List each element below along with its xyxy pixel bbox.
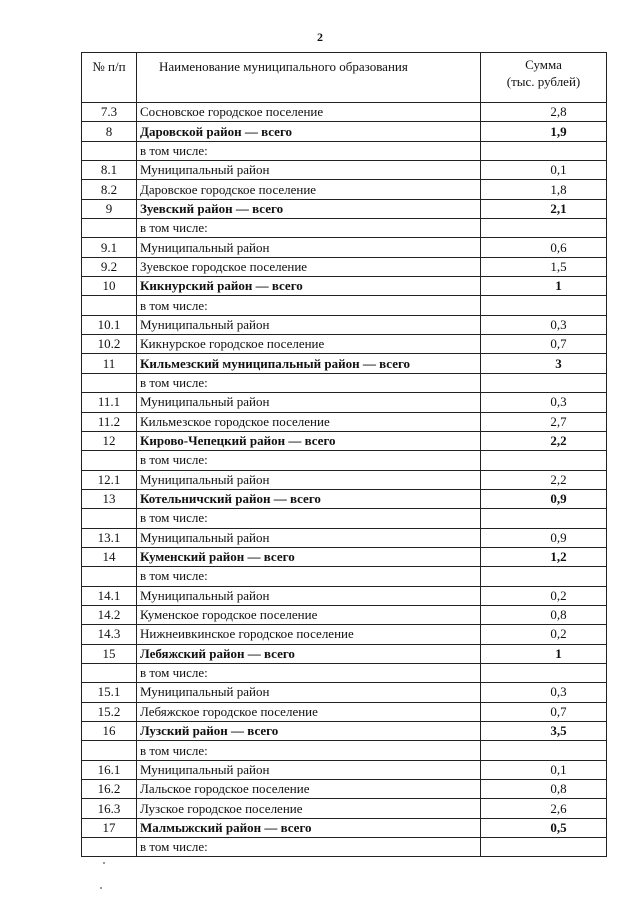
table-row <box>82 528 607 547</box>
row-name-cell: Лальское городское поселение <box>137 780 481 799</box>
row-name-cell: Лебяжское городское поселение <box>137 702 481 721</box>
row-number-cell <box>82 451 137 470</box>
row-sum-cell: 3 <box>481 354 607 373</box>
row-name-cell: Кикнурский район — всего <box>137 277 481 296</box>
row-sum-cell: 0,9 <box>481 489 607 508</box>
row-name-cell: Муниципальный район <box>137 528 481 547</box>
row-sum-cell: 0,3 <box>481 683 607 702</box>
row-sum-cell: 0,7 <box>481 335 607 354</box>
column-header-name: Наименование муниципального образования <box>137 53 481 103</box>
row-number-cell: 14.1 <box>82 586 137 605</box>
table-row <box>82 199 607 218</box>
row-number-cell: 12 <box>82 431 137 450</box>
row-sum-cell: 2,7 <box>481 412 607 431</box>
row-name-cell: Лузский район — всего <box>137 722 481 741</box>
row-sum-cell: 0,8 <box>481 780 607 799</box>
table-row <box>82 354 607 373</box>
row-name-cell: Муниципальный район <box>137 586 481 605</box>
row-sum-cell <box>481 296 607 315</box>
row-name-cell: Даровское городское поселение <box>137 180 481 199</box>
row-name-cell: Муниципальный район <box>137 315 481 334</box>
row-name-cell: Муниципальный район <box>137 760 481 779</box>
row-name-cell: Куменский район — всего <box>137 547 481 566</box>
row-name-cell: в том числе: <box>137 141 481 160</box>
row-number-cell: 16.2 <box>82 780 137 799</box>
row-number-cell: 10.2 <box>82 335 137 354</box>
row-number-cell: 15 <box>82 644 137 663</box>
row-number-cell: 13.1 <box>82 528 137 547</box>
row-name-cell: Муниципальный район <box>137 161 481 180</box>
row-name-cell: Зуевский район — всего <box>137 199 481 218</box>
row-number-cell <box>82 373 137 392</box>
row-name-cell: в том числе: <box>137 567 481 586</box>
row-number-cell <box>82 663 137 682</box>
row-name-cell: в том числе: <box>137 663 481 682</box>
column-header-sum <box>481 53 607 103</box>
row-sum-cell <box>481 141 607 160</box>
row-sum-cell: 0,2 <box>481 586 607 605</box>
row-sum-cell: 2,2 <box>481 431 607 450</box>
table-row <box>82 296 607 315</box>
table-row <box>82 838 607 857</box>
row-name-cell: Даровской район — всего <box>137 122 481 141</box>
row-number-cell: 13 <box>82 489 137 508</box>
row-number-cell <box>82 296 137 315</box>
row-number-cell: 16.3 <box>82 799 137 818</box>
row-sum-cell: 1 <box>481 644 607 663</box>
row-name-cell: Кильмезский муниципальный район — всего <box>137 354 481 373</box>
row-sum-cell: 1,5 <box>481 257 607 276</box>
row-name-cell: в том числе: <box>137 219 481 238</box>
row-name-cell: в том числе: <box>137 509 481 528</box>
table-row <box>82 431 607 450</box>
table-row <box>82 122 607 141</box>
row-sum-cell: 1 <box>481 277 607 296</box>
table-row <box>82 683 607 702</box>
row-name-cell: Муниципальный район <box>137 238 481 257</box>
row-number-cell: 11.1 <box>82 393 137 412</box>
row-sum-cell: 0,2 <box>481 625 607 644</box>
table-row <box>82 141 607 160</box>
table-row <box>82 277 607 296</box>
row-name-cell: Лебяжский район — всего <box>137 644 481 663</box>
table-row <box>82 489 607 508</box>
row-sum-cell: 2,6 <box>481 799 607 818</box>
table-row <box>82 586 607 605</box>
table-row <box>82 412 607 431</box>
row-name-cell: Кирово-Чепецкий район — всего <box>137 431 481 450</box>
row-sum-cell: 0,1 <box>481 760 607 779</box>
row-number-cell: 17 <box>82 818 137 837</box>
row-number-cell: 11.2 <box>82 412 137 431</box>
row-number-cell: 8.2 <box>82 180 137 199</box>
row-sum-cell: 0,6 <box>481 238 607 257</box>
row-sum-cell: 2,2 <box>481 470 607 489</box>
row-number-cell: 8.1 <box>82 161 137 180</box>
table-row <box>82 238 607 257</box>
row-sum-cell <box>481 373 607 392</box>
table-row <box>82 509 607 528</box>
scan-speck <box>100 887 102 889</box>
table-row <box>82 103 607 122</box>
row-sum-cell <box>481 451 607 470</box>
row-name-cell: Кикнурское городское поселение <box>137 335 481 354</box>
table-row <box>82 180 607 199</box>
row-number-cell: 9 <box>82 199 137 218</box>
row-name-cell: в том числе: <box>137 451 481 470</box>
table-row <box>82 702 607 721</box>
table-row <box>82 818 607 837</box>
row-number-cell <box>82 741 137 760</box>
row-name-cell: Зуевское городское поселение <box>137 257 481 276</box>
row-number-cell: 14 <box>82 547 137 566</box>
row-name-cell: Муниципальный район <box>137 470 481 489</box>
row-sum-cell <box>481 741 607 760</box>
table-row <box>82 335 607 354</box>
row-number-cell <box>82 219 137 238</box>
table-row <box>82 161 607 180</box>
allocation-table <box>81 52 607 857</box>
row-name-cell: в том числе: <box>137 838 481 857</box>
row-number-cell <box>82 509 137 528</box>
row-sum-cell: 2,8 <box>481 103 607 122</box>
table-row <box>82 780 607 799</box>
row-sum-cell: 0,3 <box>481 315 607 334</box>
table-row <box>82 663 607 682</box>
row-number-cell <box>82 567 137 586</box>
row-name-cell: Малмыжский район — всего <box>137 818 481 837</box>
row-number-cell: 9.1 <box>82 238 137 257</box>
table-row <box>82 625 607 644</box>
row-number-cell <box>82 838 137 857</box>
row-sum-cell: 0,5 <box>481 818 607 837</box>
table-row <box>82 722 607 741</box>
table-row <box>82 470 607 489</box>
row-name-cell: Кильмезское городское поселение <box>137 412 481 431</box>
table-row <box>82 799 607 818</box>
page-number: 2 <box>317 30 323 44</box>
scan-speck <box>103 862 105 864</box>
row-number-cell: 10 <box>82 277 137 296</box>
row-sum-cell <box>481 567 607 586</box>
row-number-cell: 10.1 <box>82 315 137 334</box>
row-number-cell <box>82 141 137 160</box>
row-sum-cell: 3,5 <box>481 722 607 741</box>
row-name-cell: Муниципальный район <box>137 683 481 702</box>
table-row <box>82 315 607 334</box>
row-sum-cell: 0,1 <box>481 161 607 180</box>
row-sum-cell <box>481 509 607 528</box>
row-number-cell: 8 <box>82 122 137 141</box>
table-row <box>82 393 607 412</box>
table-row <box>82 741 607 760</box>
row-number-cell: 9.2 <box>82 257 137 276</box>
column-header-sum-line2: (тыс. рублей) <box>506 74 581 89</box>
row-number-cell: 15.1 <box>82 683 137 702</box>
row-sum-cell: 1,8 <box>481 180 607 199</box>
row-sum-cell <box>481 838 607 857</box>
row-sum-cell: 0,9 <box>481 528 607 547</box>
table-row <box>82 760 607 779</box>
row-sum-cell: 1,2 <box>481 547 607 566</box>
table-row <box>82 644 607 663</box>
table-body <box>82 103 607 857</box>
row-number-cell: 11 <box>82 354 137 373</box>
row-number-cell: 12.1 <box>82 470 137 489</box>
column-header-sum-line1: Сумма <box>525 57 562 72</box>
table-row <box>82 219 607 238</box>
row-name-cell: в том числе: <box>137 296 481 315</box>
row-name-cell: Муниципальный район <box>137 393 481 412</box>
table-header-row <box>82 53 607 103</box>
row-number-cell: 7.3 <box>82 103 137 122</box>
row-name-cell: Нижнеивкинское городское поселение <box>137 625 481 644</box>
row-name-cell: в том числе: <box>137 741 481 760</box>
row-name-cell: в том числе: <box>137 373 481 392</box>
row-name-cell: Сосновское городское поселение <box>137 103 481 122</box>
row-sum-cell <box>481 219 607 238</box>
row-name-cell: Лузское городское поселение <box>137 799 481 818</box>
row-sum-cell: 0,3 <box>481 393 607 412</box>
row-sum-cell: 0,7 <box>481 702 607 721</box>
row-sum-cell <box>481 663 607 682</box>
table-row <box>82 547 607 566</box>
row-name-cell: Котельничский район — всего <box>137 489 481 508</box>
row-sum-cell: 2,1 <box>481 199 607 218</box>
table-row <box>82 257 607 276</box>
row-sum-cell: 0,8 <box>481 605 607 624</box>
row-number-cell: 15.2 <box>82 702 137 721</box>
row-number-cell: 14.3 <box>82 625 137 644</box>
row-number-cell: 16.1 <box>82 760 137 779</box>
table-row <box>82 567 607 586</box>
table-row <box>82 373 607 392</box>
row-sum-cell: 1,9 <box>481 122 607 141</box>
column-header-number: № п/п <box>82 53 137 103</box>
row-number-cell: 14.2 <box>82 605 137 624</box>
table-row <box>82 451 607 470</box>
row-number-cell: 16 <box>82 722 137 741</box>
table-row <box>82 605 607 624</box>
row-name-cell: Куменское городское поселение <box>137 605 481 624</box>
